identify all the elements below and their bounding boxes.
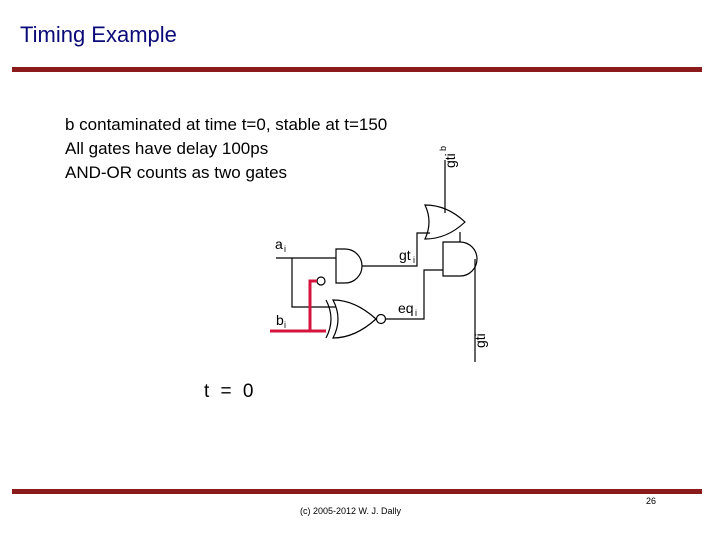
copyright-footer: (c) 2005-2012 W. J. Dally xyxy=(300,506,402,516)
xnor-gate-eq xyxy=(333,300,376,338)
bullet-line: AND-OR counts as two gates xyxy=(65,163,288,182)
label-a-sub: i xyxy=(284,244,286,254)
bullet-line: b contaminated at time t=0, stable at t=150 xyxy=(65,115,388,134)
label-b-sub: i xyxy=(284,320,286,330)
label-gt-sub: i xyxy=(413,255,415,265)
label-gti-top: gti xyxy=(442,153,458,168)
time-label: t = 0 xyxy=(204,381,257,402)
label-gt: gt xyxy=(399,247,411,263)
and-gate-upper xyxy=(443,242,477,276)
label-eq: eq xyxy=(398,300,414,316)
label-gti-top-sub: b xyxy=(438,145,448,151)
label-a: a xyxy=(275,236,283,252)
slide-title: Timing Example xyxy=(20,22,177,47)
and-gate-gt xyxy=(336,249,362,283)
wire-gt xyxy=(362,233,430,266)
label-gti-bottom: gti xyxy=(472,333,488,348)
xnor-output-bubble xyxy=(377,315,386,324)
label-eq-sub: i xyxy=(415,308,417,318)
bullet-line: All gates have delay 100ps xyxy=(65,139,269,158)
xnor-input-arc xyxy=(326,300,331,338)
page-number: 26 xyxy=(646,496,657,506)
label-b: b xyxy=(276,312,284,328)
footer-rule xyxy=(12,489,702,494)
inverter-bubble xyxy=(317,277,325,285)
